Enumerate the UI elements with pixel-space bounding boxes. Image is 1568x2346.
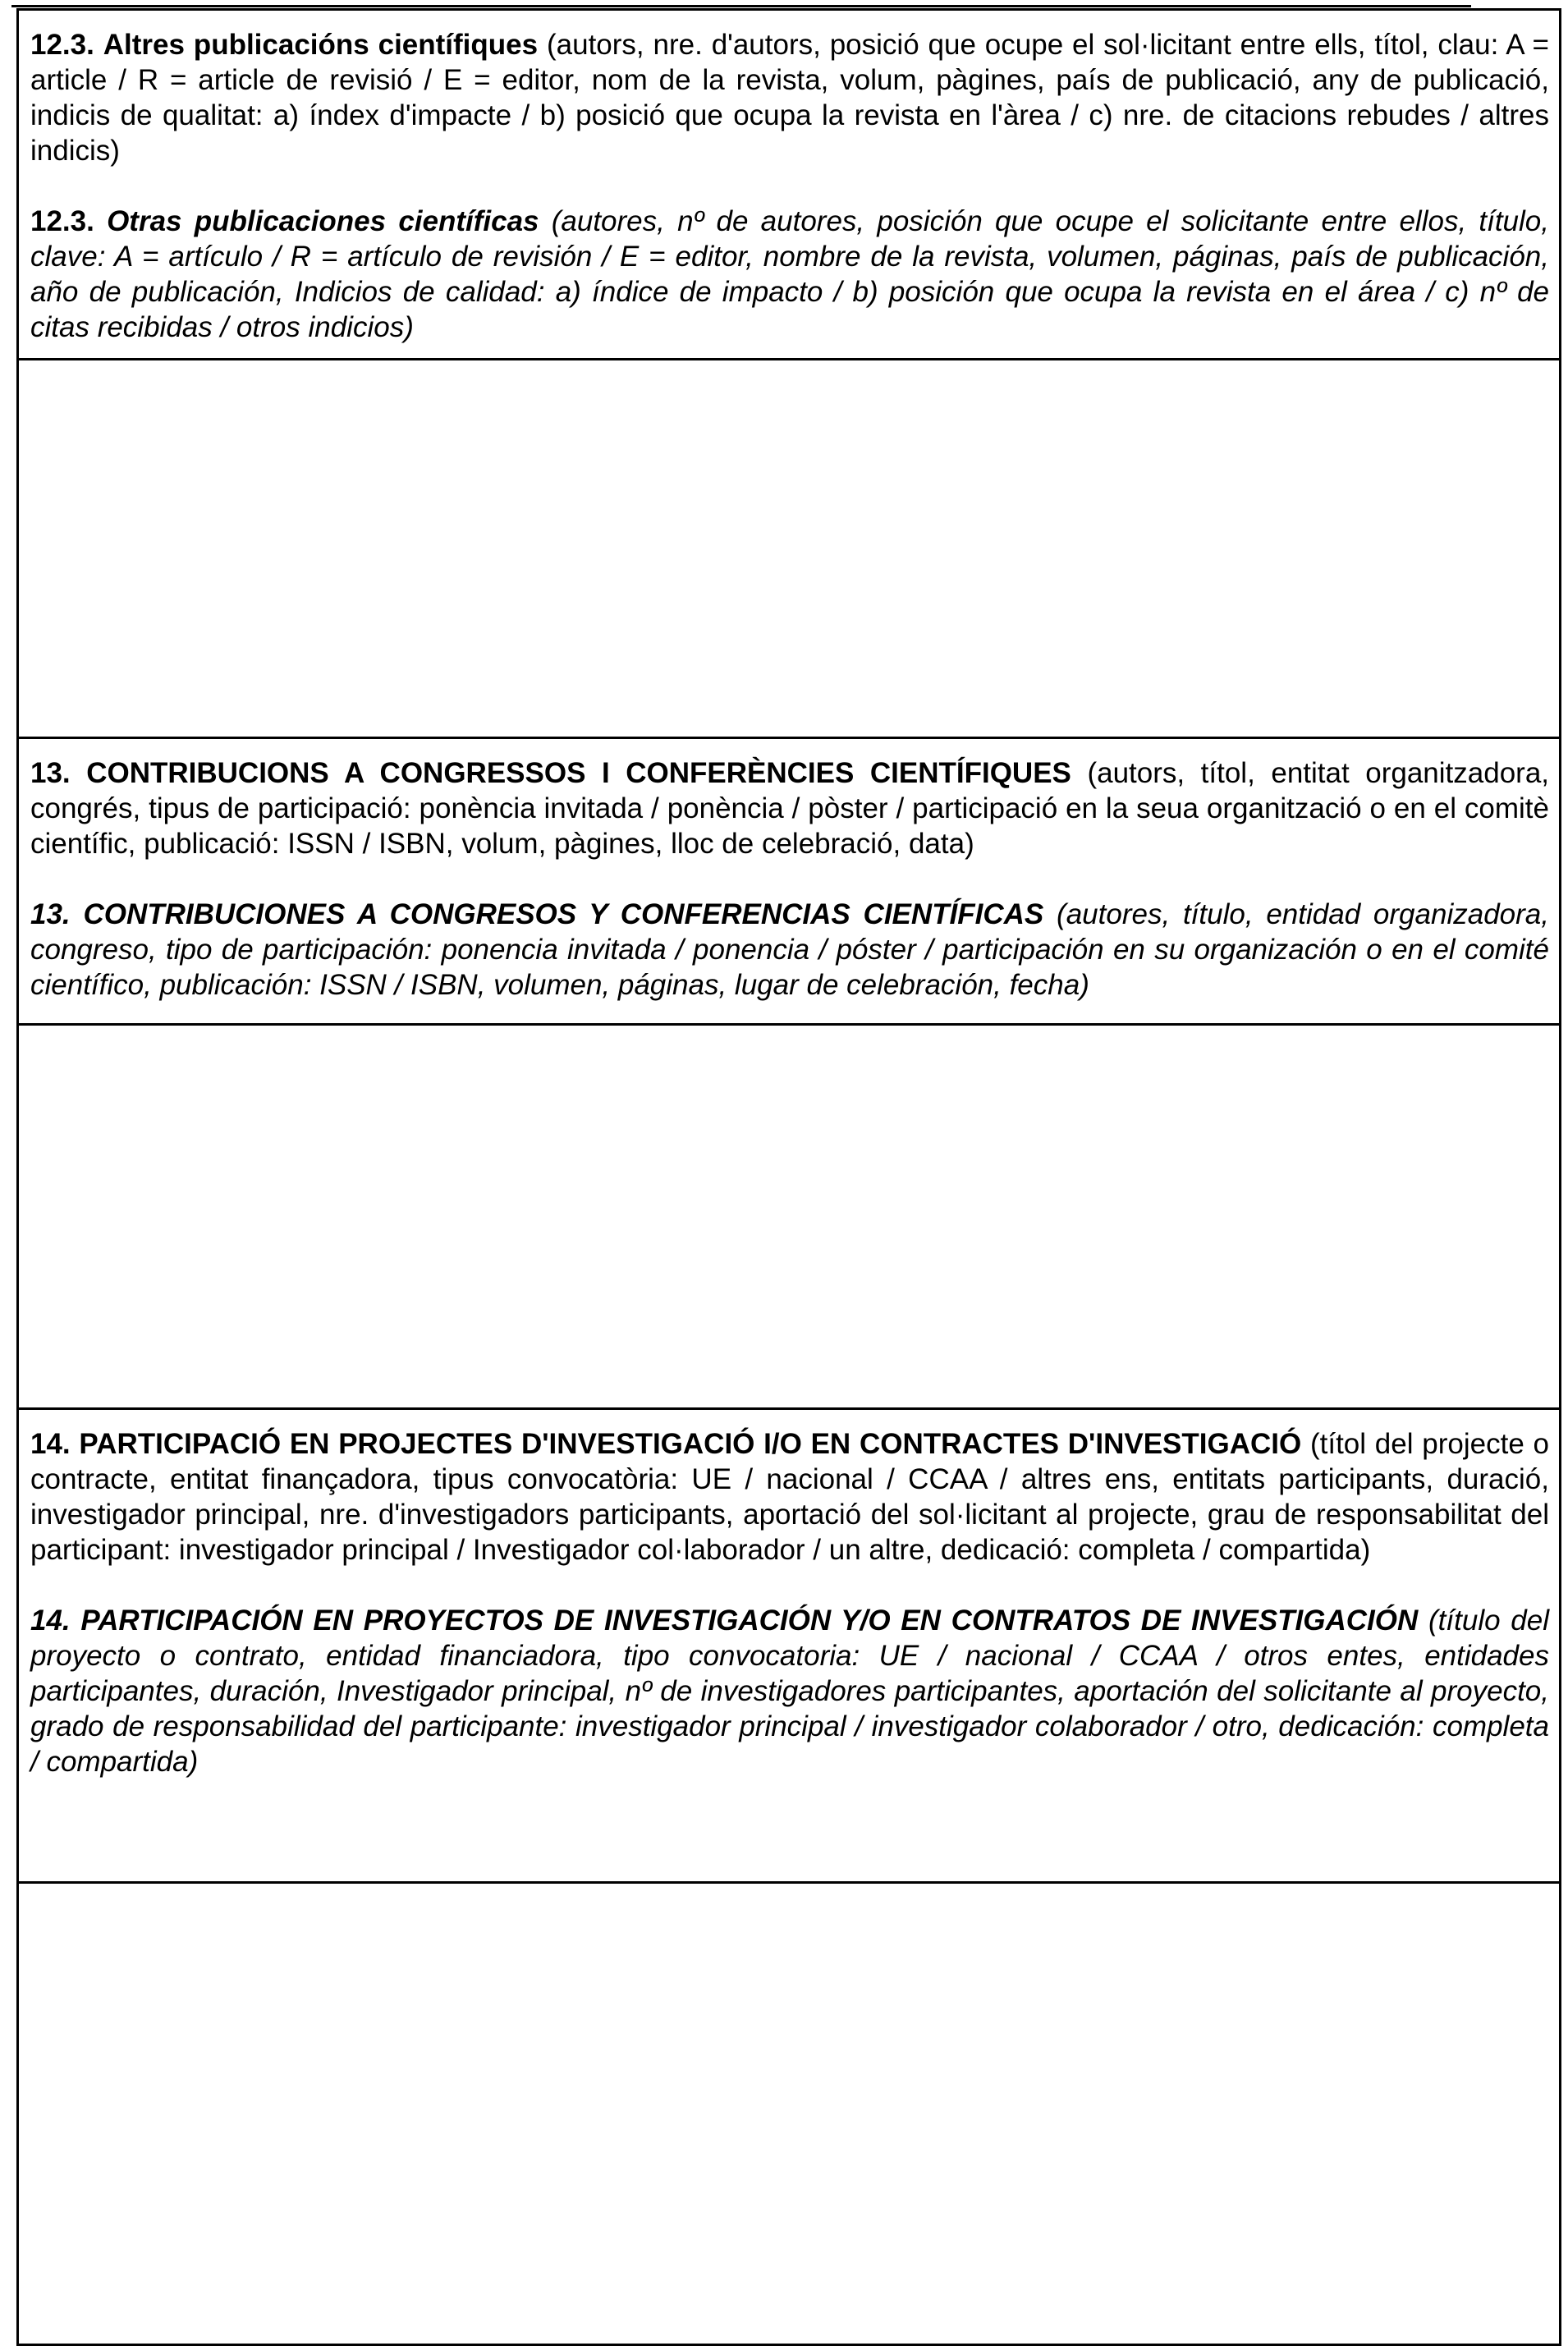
section-14-es-title: PARTICIPACIÓN EN PROYECTOS DE INVESTIGACIÓN Y/O EN CONTRATOS DE INVESTIGACIÓN bbox=[80, 1605, 1419, 1637]
section-13-header-row bbox=[18, 738, 1561, 1025]
section-12-3-answer-row bbox=[18, 360, 1561, 738]
section-13-answer-field[interactable] bbox=[18, 1025, 1561, 1409]
cv-form-table bbox=[16, 8, 1561, 2346]
section-12-3-es bbox=[30, 204, 1549, 345]
section-13-es bbox=[30, 897, 1549, 1003]
section-13-ca-number: 13. bbox=[30, 757, 71, 789]
section-14-ca-description: (títol del projecte o contracte, entitat finançadora, tipus convocatòria: UE / nacional / CCAA / altres ens, entitats participants, duració, investigador principal, nre. d'investigadors participants, aportació del sol·licitant al projecte, grau de responsabilitat del participant: investigador principal / Investigador col·laborador / un altre, dedicació: completa / compartida) bbox=[30, 1428, 1549, 1566]
section-12-3-header-row bbox=[18, 10, 1561, 360]
section-14-ca-number: 14. bbox=[30, 1428, 71, 1460]
section-14-es bbox=[30, 1603, 1549, 1779]
section-12-3-ca-title: Altres publicacións científiques bbox=[103, 29, 539, 61]
section-12-3-ca bbox=[30, 27, 1549, 168]
section-12-3-ca-number: 12.3. bbox=[30, 29, 94, 61]
section-13-es-number: 13. bbox=[30, 898, 71, 930]
section-12-3-es-description: (autores, nº de autores, posición que ocupe el solicitante entre ellos, título, clave: A = artículo / R = artículo de revisión / E = editor, nombre de la revista, volumen, páginas, país de publicación, año de publicación, Indicios de calidad: a) índice de impacto / b) posición que ocupa la revista en el área / c) nº de citas recibidas / otros indicios) bbox=[30, 205, 1549, 343]
section-12-3-es-title: Otras publicaciones científicas bbox=[107, 205, 539, 237]
top-rule bbox=[11, 5, 1471, 7]
section-14-header-row bbox=[18, 1409, 1561, 1883]
section-13-answer-row bbox=[18, 1025, 1561, 1409]
section-13-ca bbox=[30, 755, 1549, 861]
section-14-ca-title: PARTICIPACIÓ EN PROJECTES D'INVESTIGACIÓ I/O EN CONTRACTES D'INVESTIGACIÓ bbox=[79, 1428, 1302, 1460]
section-14-answer-row bbox=[18, 1883, 1561, 2345]
section-13-es-title: CONTRIBUCIONES A CONGRESOS Y CONFERENCIAS CIENTÍFICAS bbox=[83, 898, 1044, 930]
section-14-ca bbox=[30, 1426, 1549, 1568]
section-13-ca-title: CONTRIBUCIONS A CONGRESSOS I CONFERÈNCIES CIENTÍFIQUES bbox=[86, 757, 1071, 789]
section-12-3-answer-field[interactable] bbox=[18, 360, 1561, 738]
section-13-es-description: (autores, título, entidad organizadora, congreso, tipo de participación: ponencia invitada / ponencia / póster / participación en su organización o en el comité científico, publicación: ISSN / ISBN, volumen, páginas, lugar de celebración, fecha) bbox=[30, 898, 1549, 1001]
section-12-3-es-number: 12.3. bbox=[30, 205, 94, 237]
section-14-es-number: 14. bbox=[30, 1605, 71, 1637]
section-12-3-header bbox=[18, 10, 1561, 360]
section-13-ca-description: (autors, títol, entitat organitzadora, congrés, tipus de participació: ponència invitada / ponència / pòster / participació en la seua organització o en el comitè científic, publicació: ISSN / ISBN, volum, pàgines, lloc de celebració, data) bbox=[30, 757, 1550, 860]
section-14-es-description: (título del proyecto o contrato, entidad financiadora, tipo convocatoria: UE / nacional / CCAA / otros entes, entidades participantes, duración, Investigador principal, nº de investigadores participantes, aportación del solicitante al proyecto, grado de responsabilidad del participante: investigador principal / investigador colaborador / otro, dedicación: completa / compartida) bbox=[30, 1605, 1550, 1778]
section-12-3-ca-description: (autors, nre. d'autors, posició que ocupe el sol·licitant entre ells, títol, clau: A = article / R = article de revisió / E = editor, nom de la revista, volum, pàgines, país de publicació, any de publicació, indicis de qualitat: a) índex d'impacte / b) posició que ocupa la revista en l'àrea / c) nre. de citacions rebudes / altres indicis) bbox=[30, 29, 1549, 167]
section-14-answer-field[interactable] bbox=[18, 1883, 1561, 2345]
section-14-header bbox=[18, 1409, 1561, 1883]
section-13-header bbox=[18, 738, 1561, 1025]
